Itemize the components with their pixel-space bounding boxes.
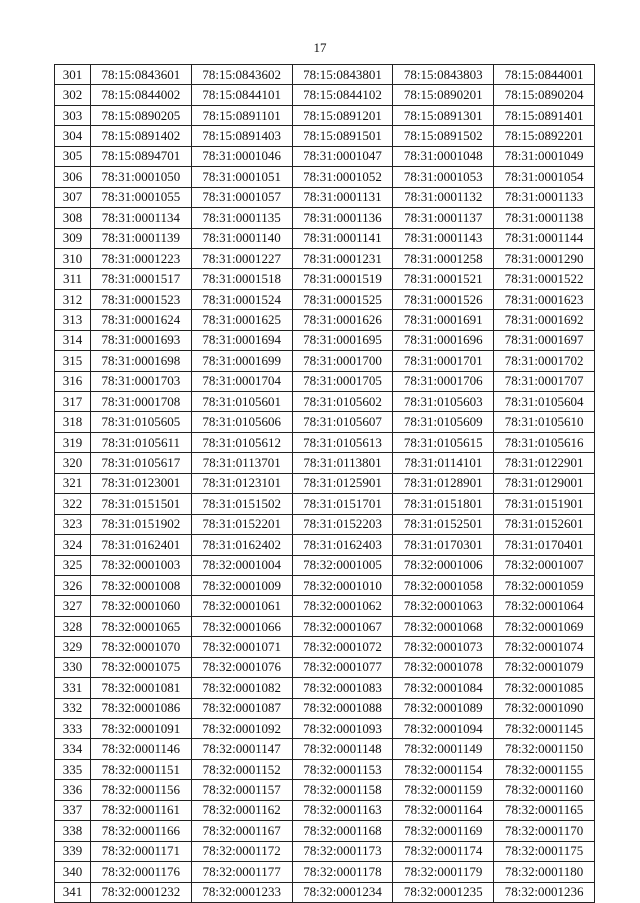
cadastral-number-cell: 78:31:0001700	[292, 351, 393, 371]
table-row	[55, 105, 595, 125]
cadastral-number-cell: 78:15:0844101	[191, 85, 292, 105]
page-number: 17	[313, 40, 327, 55]
cadastral-number-cell: 78:32:0001083	[292, 678, 393, 698]
cadastral-number-cell: 78:31:0105613	[292, 432, 393, 452]
cadastral-number-cell: 78:32:0001084	[393, 678, 494, 698]
cadastral-number-cell: 78:32:0001165	[494, 800, 595, 820]
cadastral-number-cell: 78:31:0001290	[494, 248, 595, 268]
table-row	[55, 821, 595, 841]
cadastral-number-cell: 78:31:0001055	[91, 187, 192, 207]
cadastral-number-cell: 78:31:0001693	[91, 330, 192, 350]
table-body	[55, 65, 595, 903]
cadastral-number-cell: 78:31:0001623	[494, 289, 595, 309]
row-number-cell: 315	[55, 351, 91, 371]
cadastral-number-cell: 78:31:0001227	[191, 248, 292, 268]
cadastral-number-cell: 78:31:0001519	[292, 269, 393, 289]
table-row	[55, 453, 595, 473]
cadastral-number-cell: 78:32:0001007	[494, 555, 595, 575]
cadastral-number-cell: 78:15:0844102	[292, 85, 393, 105]
cadastral-number-cell: 78:32:0001003	[91, 555, 192, 575]
table-row	[55, 678, 595, 698]
cadastral-number-cell: 78:32:0001006	[393, 555, 494, 575]
cadastral-number-cell: 78:32:0001174	[393, 841, 494, 861]
cadastral-number-cell: 78:31:0001696	[393, 330, 494, 350]
cadastral-number-cell: 78:31:0129001	[494, 473, 595, 493]
table-row	[55, 85, 595, 105]
cadastral-number-cell: 78:32:0001149	[393, 739, 494, 759]
cadastral-number-cell: 78:31:0001692	[494, 310, 595, 330]
table-row	[55, 187, 595, 207]
cadastral-number-cell: 78:31:0001707	[494, 371, 595, 391]
cadastral-number-cell: 78:15:0843803	[393, 65, 494, 85]
cadastral-number-cell: 78:32:0001094	[393, 719, 494, 739]
cadastral-number-cell: 78:32:0001064	[494, 596, 595, 616]
cadastral-number-cell: 78:31:0001258	[393, 248, 494, 268]
cadastral-number-cell: 78:31:0105609	[393, 412, 494, 432]
cadastral-number-cell: 78:31:0001052	[292, 167, 393, 187]
row-number-cell: 310	[55, 248, 91, 268]
table-row	[55, 289, 595, 309]
cadastral-number-cell: 78:31:0001223	[91, 248, 192, 268]
table-row	[55, 555, 595, 575]
row-number-cell: 311	[55, 269, 91, 289]
row-number-cell: 336	[55, 780, 91, 800]
cadastral-number-cell: 78:32:0001059	[494, 575, 595, 595]
cadastral-number-cell: 78:31:0001701	[393, 351, 494, 371]
cadastral-number-cell: 78:32:0001093	[292, 719, 393, 739]
row-number-cell: 330	[55, 657, 91, 677]
cadastral-number-cell: 78:31:0105617	[91, 453, 192, 473]
cadastral-number-cell: 78:31:0151501	[91, 494, 192, 514]
table-row	[55, 494, 595, 514]
table-row	[55, 698, 595, 718]
cadastral-number-cell: 78:31:0151901	[494, 494, 595, 514]
cadastral-number-cell: 78:32:0001070	[91, 637, 192, 657]
cadastral-number-cell: 78:31:0151701	[292, 494, 393, 514]
cadastral-number-cell: 78:32:0001005	[292, 555, 393, 575]
row-number-cell: 334	[55, 739, 91, 759]
cadastral-number-cell: 78:32:0001065	[91, 616, 192, 636]
table-row	[55, 351, 595, 371]
cadastral-number-cell: 78:15:0844001	[494, 65, 595, 85]
cadastral-number-cell: 78:15:0892201	[494, 126, 595, 146]
table-row	[55, 473, 595, 493]
cadastral-number-cell: 78:15:0891401	[494, 105, 595, 125]
cadastral-number-cell: 78:15:0891402	[91, 126, 192, 146]
cadastral-number-cell: 78:32:0001180	[494, 862, 595, 882]
cadastral-number-cell: 78:31:0105612	[191, 432, 292, 452]
table-row	[55, 719, 595, 739]
cadastral-number-cell: 78:31:0152203	[292, 514, 393, 534]
cadastral-number-cell: 78:32:0001178	[292, 862, 393, 882]
cadastral-number-cell: 78:31:0001135	[191, 208, 292, 228]
cadastral-number-cell: 78:31:0128901	[393, 473, 494, 493]
cadastral-number-cell: 78:31:0001231	[292, 248, 393, 268]
cadastral-number-cell: 78:31:0001625	[191, 310, 292, 330]
cadastral-number-cell: 78:15:0894701	[91, 146, 192, 166]
cadastral-number-cell: 78:32:0001060	[91, 596, 192, 616]
row-number-cell: 340	[55, 862, 91, 882]
cadastral-number-cell: 78:15:0843801	[292, 65, 393, 85]
cadastral-number-cell: 78:32:0001152	[191, 759, 292, 779]
table-row	[55, 535, 595, 555]
cadastral-number-cell: 78:31:0151902	[91, 514, 192, 534]
cadastral-number-cell: 78:32:0001088	[292, 698, 393, 718]
row-number-cell: 331	[55, 678, 91, 698]
cadastral-number-cell: 78:31:0152201	[191, 514, 292, 534]
cadastral-number-cell: 78:31:0001524	[191, 289, 292, 309]
table-row	[55, 371, 595, 391]
cadastral-number-cell: 78:32:0001179	[393, 862, 494, 882]
cadastral-number-cell: 78:31:0105603	[393, 392, 494, 412]
row-number-cell: 320	[55, 453, 91, 473]
cadastral-number-cell: 78:15:0890205	[91, 105, 192, 125]
cadastral-number-cell: 78:31:0001698	[91, 351, 192, 371]
row-number-cell: 335	[55, 759, 91, 779]
cadastral-number-cell: 78:31:0001517	[91, 269, 192, 289]
table-row	[55, 780, 595, 800]
cadastral-number-cell: 78:32:0001154	[393, 759, 494, 779]
cadastral-number-cell: 78:32:0001009	[191, 575, 292, 595]
cadastral-number-cell: 78:31:0001695	[292, 330, 393, 350]
cadastral-number-cell: 78:32:0001169	[393, 821, 494, 841]
cadastral-number-cell: 78:31:0001138	[494, 208, 595, 228]
row-number-cell: 303	[55, 105, 91, 125]
cadastral-number-cell: 78:31:0105610	[494, 412, 595, 432]
cadastral-number-cell: 78:31:0001522	[494, 269, 595, 289]
row-number-cell: 327	[55, 596, 91, 616]
cadastral-number-cell: 78:31:0105602	[292, 392, 393, 412]
table-row	[55, 882, 595, 902]
table-row	[55, 208, 595, 228]
cadastral-number-cell: 78:32:0001161	[91, 800, 192, 820]
cadastral-number-cell: 78:31:0151502	[191, 494, 292, 514]
cadastral-number-cell: 78:31:0001521	[393, 269, 494, 289]
cadastral-number-cell: 78:32:0001061	[191, 596, 292, 616]
row-number-cell: 318	[55, 412, 91, 432]
cadastral-number-cell: 78:32:0001170	[494, 821, 595, 841]
cadastral-number-cell: 78:32:0001076	[191, 657, 292, 677]
cadastral-number-cell: 78:31:0151801	[393, 494, 494, 514]
table-row	[55, 228, 595, 248]
cadastral-number-cell: 78:32:0001175	[494, 841, 595, 861]
cadastral-number-cell: 78:31:0001049	[494, 146, 595, 166]
cadastral-number-cell: 78:32:0001160	[494, 780, 595, 800]
cadastral-number-cell: 78:32:0001092	[191, 719, 292, 739]
cadastral-number-cell: 78:31:0001051	[191, 167, 292, 187]
cadastral-number-cell: 78:32:0001069	[494, 616, 595, 636]
cadastral-number-cell: 78:31:0001143	[393, 228, 494, 248]
row-number-cell: 328	[55, 616, 91, 636]
row-number-cell: 314	[55, 330, 91, 350]
cadastral-number-cell: 78:32:0001074	[494, 637, 595, 657]
cadastral-number-cell: 78:31:0001624	[91, 310, 192, 330]
row-number-cell: 333	[55, 719, 91, 739]
table-row	[55, 841, 595, 861]
cadastral-number-cell: 78:32:0001171	[91, 841, 192, 861]
cadastral-number-cell: 78:31:0001047	[292, 146, 393, 166]
table-row	[55, 126, 595, 146]
cadastral-number-cell: 78:32:0001089	[393, 698, 494, 718]
cadastral-number-cell: 78:32:0001004	[191, 555, 292, 575]
cadastral-number-cell: 78:31:0113801	[292, 453, 393, 473]
cadastral-number-cell: 78:32:0001078	[393, 657, 494, 677]
cadastral-number-cell: 78:31:0001697	[494, 330, 595, 350]
cadastral-number-cell: 78:32:0001151	[91, 759, 192, 779]
cadastral-number-cell: 78:32:0001072	[292, 637, 393, 657]
cadastral-number-cell: 78:32:0001172	[191, 841, 292, 861]
cadastral-number-cell: 78:15:0843601	[91, 65, 192, 85]
row-number-cell: 338	[55, 821, 91, 841]
cadastral-number-cell: 78:32:0001232	[91, 882, 192, 902]
row-number-cell: 309	[55, 228, 91, 248]
cadastral-number-cell: 78:32:0001145	[494, 719, 595, 739]
cadastral-number-cell: 78:31:0001141	[292, 228, 393, 248]
cadastral-number-cell: 78:32:0001058	[393, 575, 494, 595]
row-number-cell: 332	[55, 698, 91, 718]
row-number-cell: 312	[55, 289, 91, 309]
cadastral-number-cell: 78:31:0113701	[191, 453, 292, 473]
cadastral-number-cell: 78:31:0001131	[292, 187, 393, 207]
cadastral-number-cell: 78:32:0001153	[292, 759, 393, 779]
cadastral-number-cell: 78:31:0001134	[91, 208, 192, 228]
cadastral-number-cell: 78:31:0001691	[393, 310, 494, 330]
cadastral-number-cell: 78:32:0001163	[292, 800, 393, 820]
row-number-cell: 316	[55, 371, 91, 391]
cadastral-number-cell: 78:32:0001176	[91, 862, 192, 882]
row-number-cell: 313	[55, 310, 91, 330]
row-number-cell: 321	[55, 473, 91, 493]
cadastral-numbers-table	[54, 64, 595, 903]
cadastral-number-cell: 78:15:0891502	[393, 126, 494, 146]
row-number-cell: 341	[55, 882, 91, 902]
cadastral-number-cell: 78:32:0001087	[191, 698, 292, 718]
cadastral-number-cell: 78:32:0001235	[393, 882, 494, 902]
cadastral-number-cell: 78:31:0105616	[494, 432, 595, 452]
cadastral-number-cell: 78:32:0001010	[292, 575, 393, 595]
cadastral-number-cell: 78:31:0001057	[191, 187, 292, 207]
cadastral-number-cell: 78:15:0843602	[191, 65, 292, 85]
cadastral-number-cell: 78:32:0001158	[292, 780, 393, 800]
cadastral-number-cell: 78:32:0001234	[292, 882, 393, 902]
cadastral-number-cell: 78:32:0001156	[91, 780, 192, 800]
cadastral-number-cell: 78:32:0001146	[91, 739, 192, 759]
row-number-cell: 319	[55, 432, 91, 452]
cadastral-number-cell: 78:31:0001704	[191, 371, 292, 391]
cadastral-number-cell: 78:32:0001075	[91, 657, 192, 677]
cadastral-number-cell: 78:32:0001173	[292, 841, 393, 861]
cadastral-number-cell: 78:31:0105611	[91, 432, 192, 452]
cadastral-number-cell: 78:31:0105604	[494, 392, 595, 412]
cadastral-number-cell: 78:32:0001150	[494, 739, 595, 759]
cadastral-number-cell: 78:31:0001133	[494, 187, 595, 207]
row-number-cell: 307	[55, 187, 91, 207]
cadastral-number-cell: 78:32:0001177	[191, 862, 292, 882]
row-number-cell: 322	[55, 494, 91, 514]
cadastral-number-cell: 78:32:0001077	[292, 657, 393, 677]
row-number-cell: 308	[55, 208, 91, 228]
cadastral-number-cell: 78:31:0001526	[393, 289, 494, 309]
cadastral-number-cell: 78:32:0001162	[191, 800, 292, 820]
cadastral-number-cell: 78:32:0001157	[191, 780, 292, 800]
cadastral-number-cell: 78:15:0844002	[91, 85, 192, 105]
cadastral-number-cell: 78:31:0001699	[191, 351, 292, 371]
table-row	[55, 616, 595, 636]
cadastral-number-cell: 78:31:0105601	[191, 392, 292, 412]
table-row	[55, 310, 595, 330]
cadastral-number-cell: 78:31:0001702	[494, 351, 595, 371]
cadastral-number-cell: 78:32:0001155	[494, 759, 595, 779]
cadastral-number-cell: 78:31:0001140	[191, 228, 292, 248]
cadastral-number-cell: 78:31:0001706	[393, 371, 494, 391]
cadastral-number-cell: 78:31:0001694	[191, 330, 292, 350]
cadastral-number-cell: 78:31:0001523	[91, 289, 192, 309]
cadastral-number-cell: 78:32:0001166	[91, 821, 192, 841]
cadastral-number-cell: 78:31:0125901	[292, 473, 393, 493]
table-row	[55, 514, 595, 534]
cadastral-number-cell: 78:32:0001159	[393, 780, 494, 800]
row-number-cell: 304	[55, 126, 91, 146]
table-row	[55, 269, 595, 289]
row-number-cell: 339	[55, 841, 91, 861]
row-number-cell: 317	[55, 392, 91, 412]
cadastral-number-cell: 78:32:0001233	[191, 882, 292, 902]
cadastral-number-cell: 78:32:0001066	[191, 616, 292, 636]
cadastral-number-cell: 78:31:0001525	[292, 289, 393, 309]
row-number-cell: 329	[55, 637, 91, 657]
cadastral-number-cell: 78:31:0001132	[393, 187, 494, 207]
cadastral-number-cell: 78:32:0001067	[292, 616, 393, 636]
cadastral-number-cell: 78:32:0001168	[292, 821, 393, 841]
cadastral-number-cell: 78:31:0001136	[292, 208, 393, 228]
cadastral-number-cell: 78:31:0001053	[393, 167, 494, 187]
table-row	[55, 412, 595, 432]
table-row	[55, 432, 595, 452]
table-row	[55, 800, 595, 820]
cadastral-number-cell: 78:15:0891403	[191, 126, 292, 146]
cadastral-number-cell: 78:32:0001086	[91, 698, 192, 718]
row-number-cell: 305	[55, 146, 91, 166]
cadastral-number-cell: 78:31:0001144	[494, 228, 595, 248]
cadastral-number-cell: 78:32:0001068	[393, 616, 494, 636]
table-row	[55, 330, 595, 350]
cadastral-number-cell: 78:31:0001137	[393, 208, 494, 228]
row-number-cell: 302	[55, 85, 91, 105]
row-number-cell: 301	[55, 65, 91, 85]
cadastral-number-cell: 78:32:0001147	[191, 739, 292, 759]
cadastral-number-cell: 78:31:0162402	[191, 535, 292, 555]
cadastral-number-cell: 78:31:0105615	[393, 432, 494, 452]
cadastral-number-cell: 78:32:0001008	[91, 575, 192, 595]
row-number-cell: 323	[55, 514, 91, 534]
cadastral-number-cell: 78:32:0001167	[191, 821, 292, 841]
cadastral-number-cell: 78:31:0001518	[191, 269, 292, 289]
cadastral-number-cell: 78:31:0001048	[393, 146, 494, 166]
cadastral-number-cell: 78:31:0122901	[494, 453, 595, 473]
cadastral-number-cell: 78:15:0891501	[292, 126, 393, 146]
table-row	[55, 637, 595, 657]
cadastral-number-cell: 78:31:0001626	[292, 310, 393, 330]
table-row	[55, 146, 595, 166]
table-row	[55, 657, 595, 677]
cadastral-number-cell: 78:32:0001236	[494, 882, 595, 902]
cadastral-number-cell: 78:32:0001073	[393, 637, 494, 657]
cadastral-number-cell: 78:31:0114101	[393, 453, 494, 473]
cadastral-number-cell: 78:31:0123101	[191, 473, 292, 493]
cadastral-number-cell: 78:31:0001708	[91, 392, 192, 412]
cadastral-number-cell: 78:31:0001054	[494, 167, 595, 187]
table-row	[55, 167, 595, 187]
table-row	[55, 248, 595, 268]
table-row	[55, 392, 595, 412]
cadastral-number-cell: 78:32:0001091	[91, 719, 192, 739]
cadastral-number-cell: 78:32:0001079	[494, 657, 595, 677]
cadastral-number-cell: 78:31:0162403	[292, 535, 393, 555]
table-row	[55, 759, 595, 779]
cadastral-number-cell: 78:32:0001062	[292, 596, 393, 616]
table-row	[55, 596, 595, 616]
cadastral-number-cell: 78:31:0162401	[91, 535, 192, 555]
table-row	[55, 65, 595, 85]
cadastral-number-cell: 78:32:0001164	[393, 800, 494, 820]
cadastral-number-cell: 78:32:0001063	[393, 596, 494, 616]
cadastral-number-cell: 78:32:0001090	[494, 698, 595, 718]
cadastral-number-cell: 78:31:0123001	[91, 473, 192, 493]
table-row	[55, 575, 595, 595]
cadastral-number-cell: 78:15:0891101	[191, 105, 292, 125]
cadastral-number-cell: 78:15:0891201	[292, 105, 393, 125]
cadastral-number-cell: 78:32:0001081	[91, 678, 192, 698]
cadastral-number-cell: 78:31:0152601	[494, 514, 595, 534]
cadastral-number-cell: 78:31:0105607	[292, 412, 393, 432]
cadastral-number-cell: 78:15:0890204	[494, 85, 595, 105]
cadastral-number-cell: 78:31:0170401	[494, 535, 595, 555]
cadastral-number-cell: 78:31:0001046	[191, 146, 292, 166]
row-number-cell: 324	[55, 535, 91, 555]
cadastral-number-cell: 78:31:0105606	[191, 412, 292, 432]
cadastral-number-cell: 78:32:0001085	[494, 678, 595, 698]
cadastral-number-cell: 78:32:0001082	[191, 678, 292, 698]
cadastral-number-cell: 78:32:0001071	[191, 637, 292, 657]
cadastral-number-cell: 78:31:0001050	[91, 167, 192, 187]
cadastral-number-cell: 78:31:0001703	[91, 371, 192, 391]
cadastral-number-cell: 78:31:0001139	[91, 228, 192, 248]
table-row	[55, 862, 595, 882]
cadastral-number-cell: 78:15:0891301	[393, 105, 494, 125]
cadastral-number-cell: 78:31:0105605	[91, 412, 192, 432]
cadastral-number-cell: 78:31:0152501	[393, 514, 494, 534]
row-number-cell: 326	[55, 575, 91, 595]
cadastral-number-cell: 78:31:0170301	[393, 535, 494, 555]
cadastral-number-cell: 78:32:0001148	[292, 739, 393, 759]
row-number-cell: 337	[55, 800, 91, 820]
row-number-cell: 325	[55, 555, 91, 575]
cadastral-number-cell: 78:15:0890201	[393, 85, 494, 105]
table-row	[55, 739, 595, 759]
row-number-cell: 306	[55, 167, 91, 187]
cadastral-number-cell: 78:31:0001705	[292, 371, 393, 391]
